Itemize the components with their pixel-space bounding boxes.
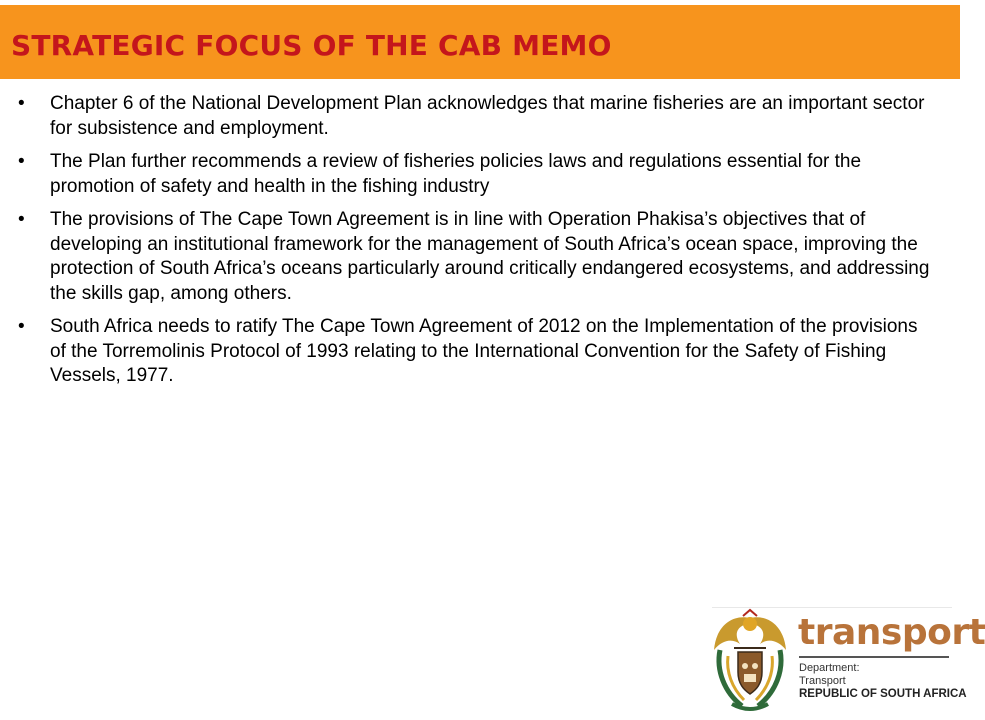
title-bar (0, 5, 960, 79)
logo-rule (799, 656, 949, 658)
bullet-item (0, 92, 960, 141)
logo-department-name: Transport (799, 675, 846, 687)
bullet-item (0, 208, 960, 306)
bullet-text: The Plan further recommends a review of fisheries policies laws and regulations essential for the promotion of safety and health in the fishing industry (50, 151, 862, 197)
bullet-text: The provisions of The Cape Town Agreement is in line with Operation Phakisa’s objectives that of developing an institutional framework for the management of South Africa’s ocean space, improving the protection of South Africa’s oceans particularly around critically endangered ecosystems, and addressing the skills gap, among others. (50, 209, 930, 304)
bullet-dot-icon: • (18, 151, 25, 172)
bullet-dot-icon: • (18, 209, 25, 230)
bullet-text: Chapter 6 of the National Development Plan acknowledges that marine fisheries are an important sector for subsistence and employment. (50, 93, 925, 139)
bullet-dot-icon: • (18, 93, 25, 114)
bullet-item (0, 150, 960, 199)
logo-wordmark: transport (798, 612, 985, 653)
coat-of-arms-icon (710, 610, 790, 714)
department-logo (706, 608, 985, 720)
bullet-text: South Africa needs to ratify The Cape Town Agreement of 2012 on the Implementation of the provisions of the Torremolinis Protocol of 1993 relating to the International Convention for the Safety of Fishing Vessels, 1977. (50, 316, 918, 386)
bullet-list (0, 92, 960, 398)
bullet-item (0, 315, 960, 389)
bullet-dot-icon: • (18, 316, 25, 337)
slide-title: STRATEGIC FOCUS OF THE CAB MEMO (11, 29, 612, 62)
logo-country: REPUBLIC OF SOUTH AFRICA (799, 688, 967, 700)
logo-department-label: Department: (799, 662, 860, 674)
